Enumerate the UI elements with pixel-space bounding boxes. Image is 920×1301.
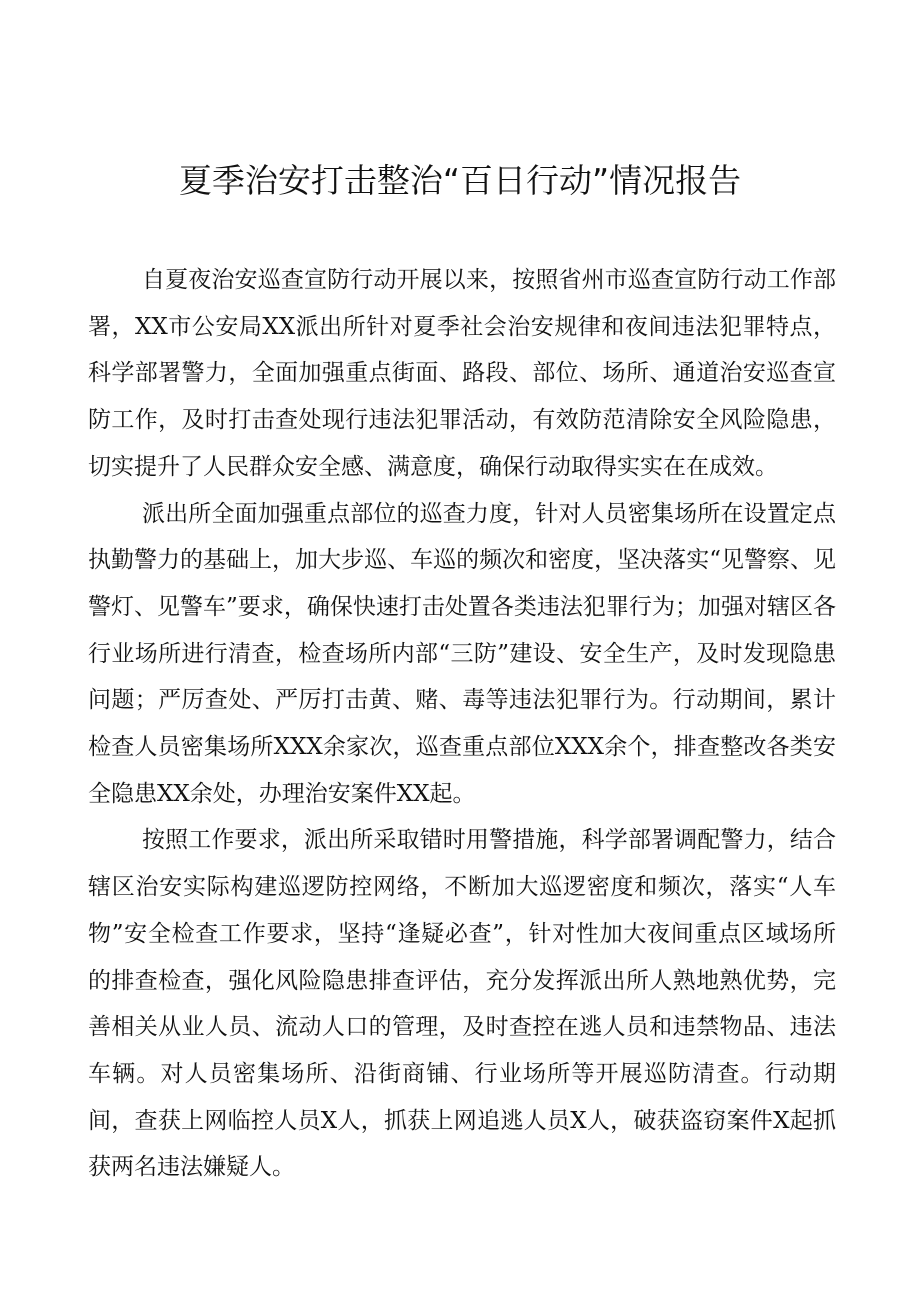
paragraph-3: 按照工作要求，派出所采取错时用警措施，科学部署调配警力，结合辖区治安实际构建巡逻防控网络，不断加大巡逻密度和频次，落实“人车物”安全检查工作要求，坚持“逢疑必查”，针对性加大夜间重点区域场所的排查检查，强化风险隐患排查评估，充分发挥派出所人熟地熟优势，完善相关从业人员、流动人口的管理，及时查控在逃人员和违禁物品、违法车辆。对人员密集场所、沿街商铺、行业场所等开展巡防清查。行动期间，查获上网临控人员X人，抓获上网追逃人员X人，破获盗窃案件X起抓获两名违法嫌疑人。: [88, 827, 836, 1181]
document-title: 夏季治安打击整治“百日行动”情况报告: [178, 161, 742, 200]
paragraph-2: 派出所全面加强重点部位的巡查力度，针对人员密集场所在设置定点执勤警力的基础上，加大步巡、车巡的频次和密度，坚决落实“见警察、见警灯、见警车”要求，确保快速打击处置各类违法犯罪行为；加强对辖区各行业场所进行清查，检查场所内部“三防”建设、安全生产，及时发现隐患问题；严厉查处、严厉打击黄、赌、毒等违法犯罪行为。行动期间，累计检查人员密集场所XXX余家次，巡查重点部位XXX余个，排查整改各类安全隐患XX余处，办理治安案件XX起。: [88, 500, 836, 807]
paragraph-1: 自夏夜治安巡查宣防行动开展以来，按照省州市巡查宣防行动工作部署，XX市公安局XX派出所针对夏季社会治安规律和夜间违法犯罪特点，科学部署警力，全面加强重点街面、路段、部位、场所、通道治安巡查宣防工作，及时打击查处现行违法犯罪活动，有效防范清除安全风险隐患，切实提升了人民群众安全感、满意度，确保行动取得实实在在成效。: [88, 267, 836, 480]
document-body: [88, 257, 836, 1191]
